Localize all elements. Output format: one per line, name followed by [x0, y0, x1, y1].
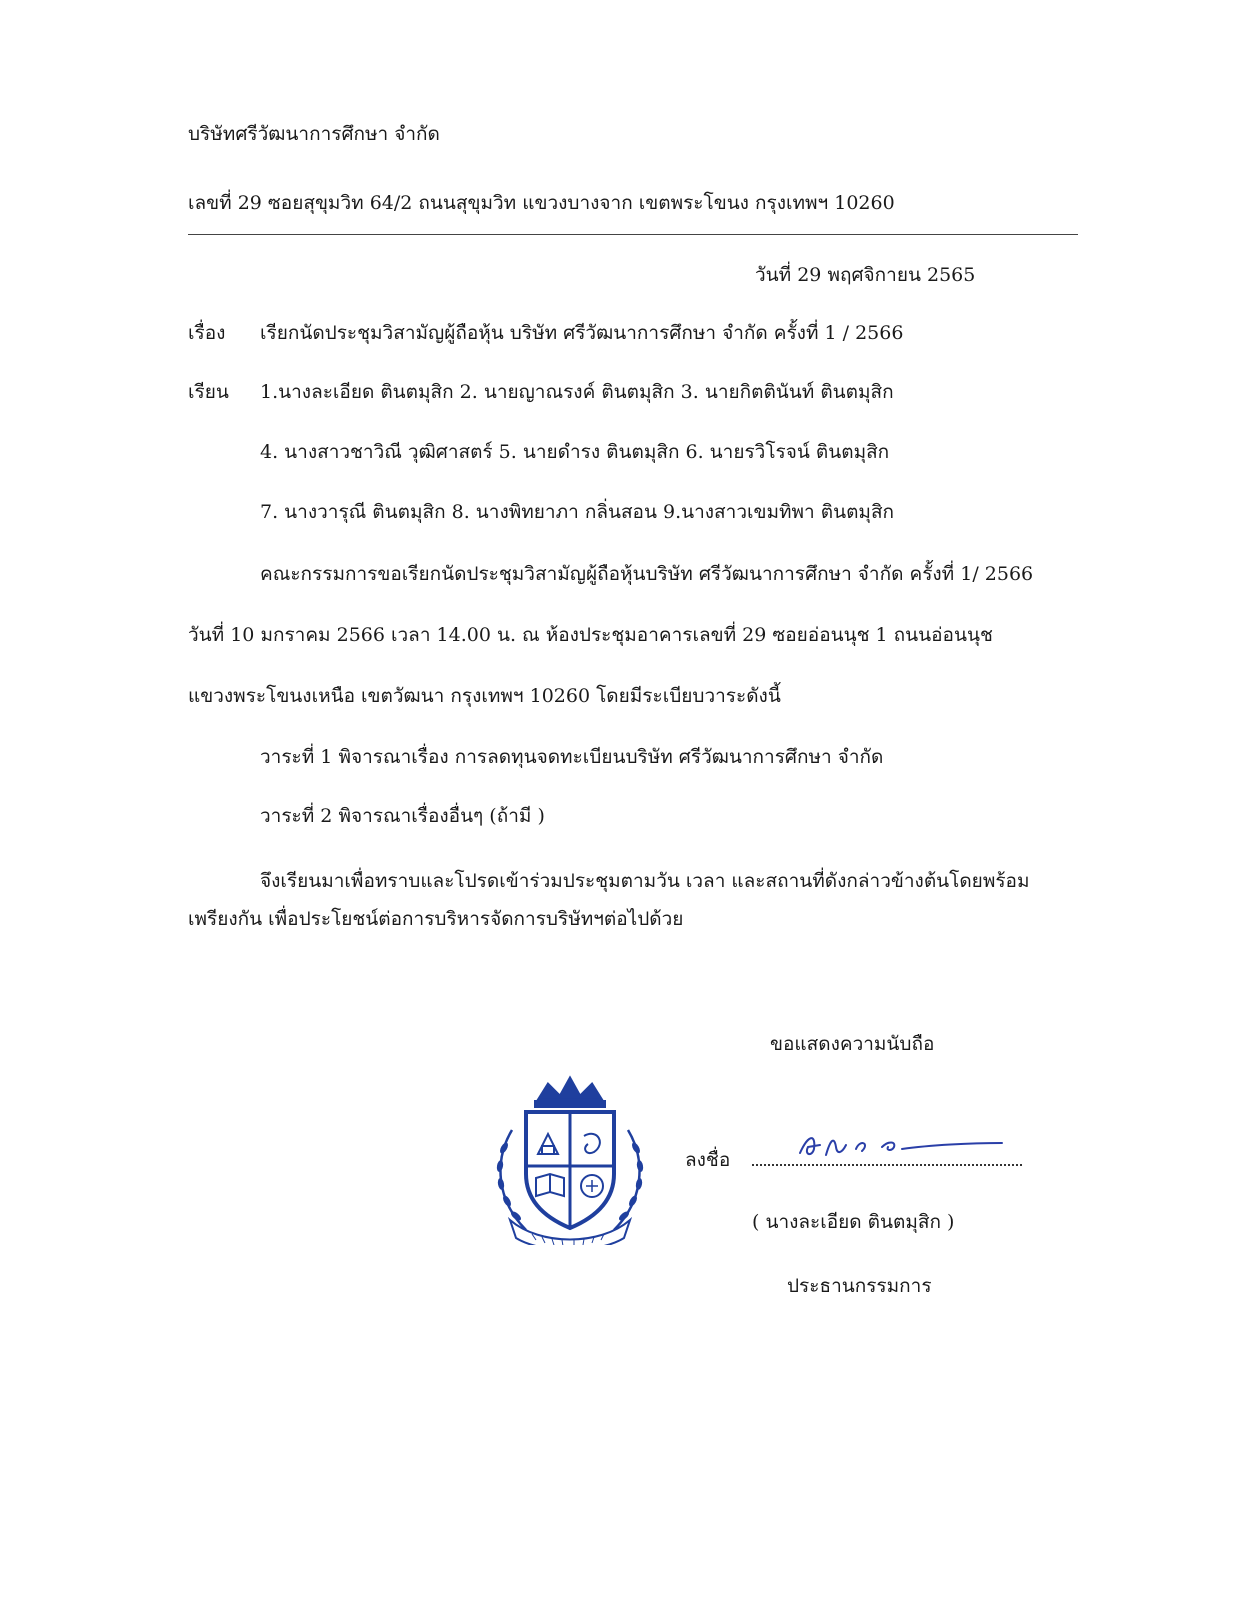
sign-label: ลงชื่อ — [685, 1149, 731, 1171]
body-paragraph-line-3: แขวงพระโขนงเหนือ เขตวัฒนา กรุงเทพฯ 10260 โดยมีระเบียบวาระดังนี้ — [188, 685, 781, 707]
closing-line-2: เพรียงกัน เพื่อประโยชน์ต่อการบริหารจัดการบริษัทฯต่อไปด้วย — [188, 908, 684, 930]
recipients-line-1 — [188, 378, 894, 406]
recipients-line-2: 4. นางสาวชาวิณี วุฒิศาสตร์ 5. นายดำรง ตินตมุสิก 6. นายรวิโรจน์ ตินตมุสิก — [260, 441, 890, 463]
body-paragraph-line-1: คณะกรรมการขอเรียกนัดประชุมวิสามัญผู้ถือหุ้นบริษัท ศรีวัฒนาการศึกษา จำกัด ครั้งที่ 1/ 2566 — [260, 563, 1034, 585]
letter-date: วันที่ 29 พฤศจิกายน 2565 — [755, 264, 976, 286]
company-seal-icon — [490, 1070, 650, 1245]
recipients-label: เรียน — [188, 381, 229, 403]
company-address: เลขที่ 29 ซอยสุขุมวิท 64/2 ถนนสุขุมวิท แขวงบางจาก เขตพระโขนง กรุงเทพฯ 10260 — [188, 192, 895, 214]
signatory-name: ( นางละเอียด ตินตมุสิก ) — [752, 1211, 955, 1233]
agenda-item-1: วาระที่ 1 พิจารณาเรื่อง การลดทุนจดทะเบียนบริษัท ศรีวัฒนาการศึกษา จำกัด — [260, 746, 884, 768]
recipients-text: 1.นางละเอียด ตินตมุสิก 2. นายญาณรงค์ ตินตมุสิก 3. นายกิตตินันท์ ตินตมุสิก — [260, 381, 894, 403]
handwritten-signature — [790, 1125, 1010, 1165]
body-paragraph-line-2: วันที่ 10 มกราคม 2566 เวลา 14.00 น. ณ ห้องประชุมอาคารเลขที่ 29 ซอยอ่อนนุช 1 ถนนอ่อนนุช — [188, 624, 993, 646]
recipients-line-3: 7. นางวารุณี ตินตมุสิก 8. นางพิทยาภา กลิ่นสอน 9.นางสาวเขมทิพา ตินตมุสิก — [260, 501, 895, 523]
agenda-item-2: วาระที่ 2 พิจารณาเรื่องอื่นๆ (ถ้ามี ) — [260, 805, 545, 827]
header-divider — [188, 234, 1078, 235]
signatory-position: ประธานกรรมการ — [787, 1275, 932, 1297]
subject-text: เรียกนัดประชุมวิสามัญผู้ถือหุ้น บริษัท ศรีวัฒนาการศึกษา จำกัด ครั้งที่ 1 / 2566 — [260, 322, 904, 344]
subject-line — [188, 319, 903, 347]
subject-label: เรื่อง — [188, 322, 226, 344]
regards-text: ขอแสดงความนับถือ — [770, 1033, 935, 1055]
closing-line-1: จึงเรียนมาเพื่อทราบและโปรดเข้าร่วมประชุมตามวัน เวลา และสถานที่ดังกล่าวข้างต้นโดยพร้อม — [260, 870, 1030, 892]
company-name: บริษัทศรีวัฒนาการศึกษา จำกัด — [188, 123, 440, 145]
